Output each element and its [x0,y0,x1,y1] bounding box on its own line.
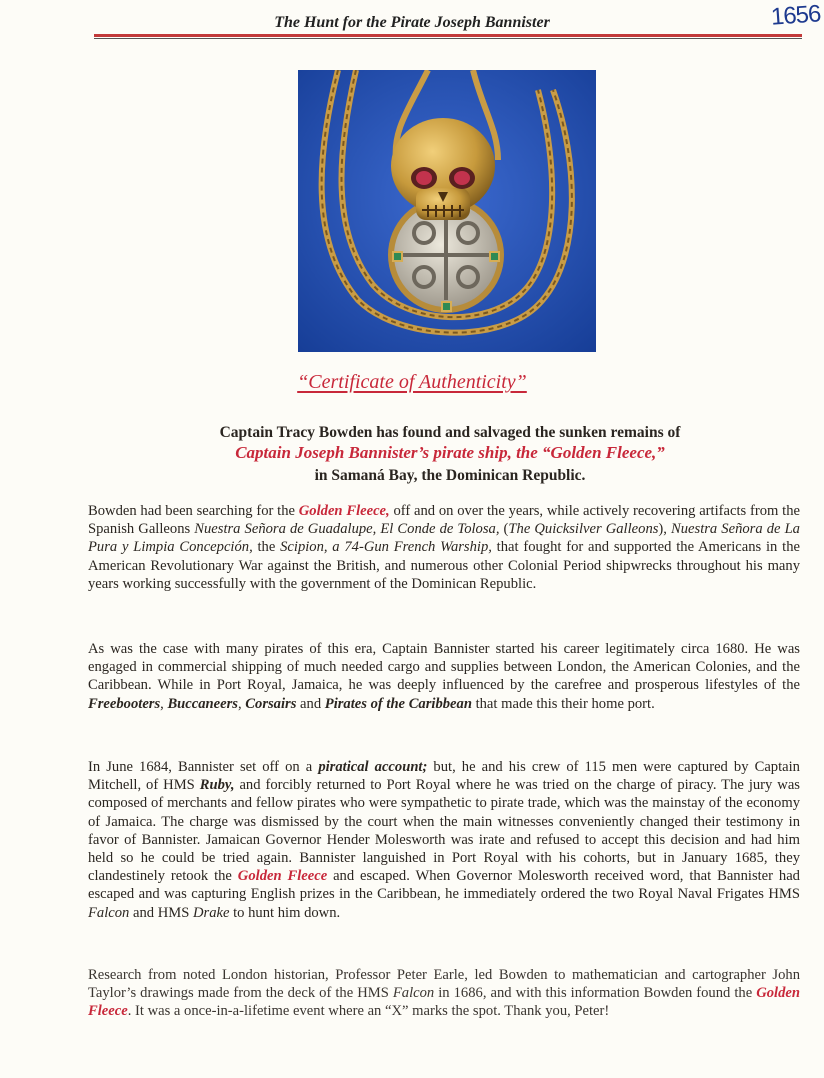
p2-text-a: As was the case with many pirates of this era, Captain Bannister started his career legitimately circa 1680. He was engaged in commercial shipping of much needed cargo and supplies between London, the American Colonies, and the Caribbean. While in Port Royal, Jamaica, he was deeply influenced by the carefree and prosperous lifestyles of the [88,641,800,694]
p1-golden-fleece: Golden Fleece, [298,503,390,519]
p2-freebooters: Freebooters [88,695,161,712]
paragraph-research-discovery [88,966,800,1021]
p1-quicksilver-galleons: The Quicksilver Galleons [508,521,659,538]
p2-text-e: , [238,695,246,712]
skull-pendant-photo [298,70,596,352]
p3-text-k: to hunt him down. [229,904,341,921]
intro-line-3: in Samaná Bay, the Dominican Republic. [314,467,586,484]
p3-piratical-account: piratical account; [318,759,428,775]
p1-text-e: ( [499,521,509,538]
p3-text-a: In June 1684, Bannister set off on a [88,759,319,775]
p3-falcon: Falcon [88,904,130,921]
p3-text-i: and HMS [129,904,193,921]
p1-concepcion: Nuestra Señora de La Pura y Limpia Concepción, [88,521,800,556]
p1-text-a: Bowden had been searching for the [88,503,299,519]
p1-galleon-names: Nuestra Señora de Guadalupe, El Conde de Tolosa, [194,521,500,538]
p3-text-e: and forcibly returned to Port Royal where he was tried on the charge of piracy. The jury was composed of merchants and fellow pirates who were sympathetic to pirate trade, which was the mainstay of the economy of Jamaica. The charge was dismissed by the court when the main witnesses conveniently changed their testimony in favor of Bannister. Jamaican Governor Hender Molesworth was irate and refused to accept this decision and had him held so he could be tried again. Bannister languished in Port Royal with his cohorts, but in January 1685, they clandestinely retook the [88,777,800,885]
paragraph-bowden-search [88,502,800,593]
p2-pirates-of-caribbean: Pirates of the Caribbean [324,695,472,712]
p1-text-g: ), [658,521,672,538]
intro-line-2: Captain Joseph Bannister’s pirate ship, the “Golden Fleece,” [235,443,665,462]
certificate-title: “Certificate of Authenticity” [297,371,527,393]
p2-corsairs: Corsairs [245,695,297,712]
skull-pendant-illustration [298,70,596,352]
p2-buccaneers: Buccaneers [167,695,238,712]
p2-text-c: , [160,695,168,712]
header-rule-dark [94,38,802,39]
p3-text-g: and escaped. When Governor Molesworth received word, that Bannister had escaped and was capturing English prizes in the Caribbean, he immediately ordered the two Royal Naval Frigates HMS [88,868,800,903]
p1-text-i: the [252,539,281,556]
p3-golden-fleece: Golden Fleece [237,868,328,885]
p4-falcon: Falcon [392,985,435,1002]
p3-text-c: but, he and his crew of 115 men were captured by Captain Mitchell, of HMS [88,759,800,794]
paragraph-bannister-career [88,640,800,713]
document-header-title: The Hunt for the Pirate Joseph Bannister [274,14,550,31]
p2-text-i: that made this their home port. [471,695,655,712]
p4-golden-fleece: Golden Fleece [88,985,800,1020]
p4-text-a: Research from noted London historian, Professor Peter Earle, led Bowden to mathematician and cartographer John Taylor’s drawings made from the deck of the HMS [88,967,800,1002]
p2-text-g: and [296,695,325,712]
handwritten-page-number: 1656 [769,0,821,31]
p4-text-c: in 1686, and with this information Bowden found the [434,985,757,1002]
header-rule-red [94,34,802,37]
p1-text-c: off and on over the years, while actively recovering artifacts from the Spanish Galleons [88,503,800,538]
p3-drake: Drake [193,904,230,921]
paragraph-capture-escape [88,758,800,922]
p1-text-k: that fought for and supported the Americans in the American Revolutionary War against the British, and numerous other Colonial Period shipwrecks throughout his many years working successfully with the government of the Dominican Republic. [88,539,800,592]
p3-ruby: Ruby, [199,777,235,794]
p1-scipion: Scipion, a 74-Gun French Warship, [280,539,492,556]
intro-line-1: Captain Tracy Bowden has found and salvaged the sunken remains of [219,424,681,441]
p4-text-e: . It was a once-in-a-lifetime event where an “X” marks the spot. Thank you, Peter! [127,1003,610,1020]
